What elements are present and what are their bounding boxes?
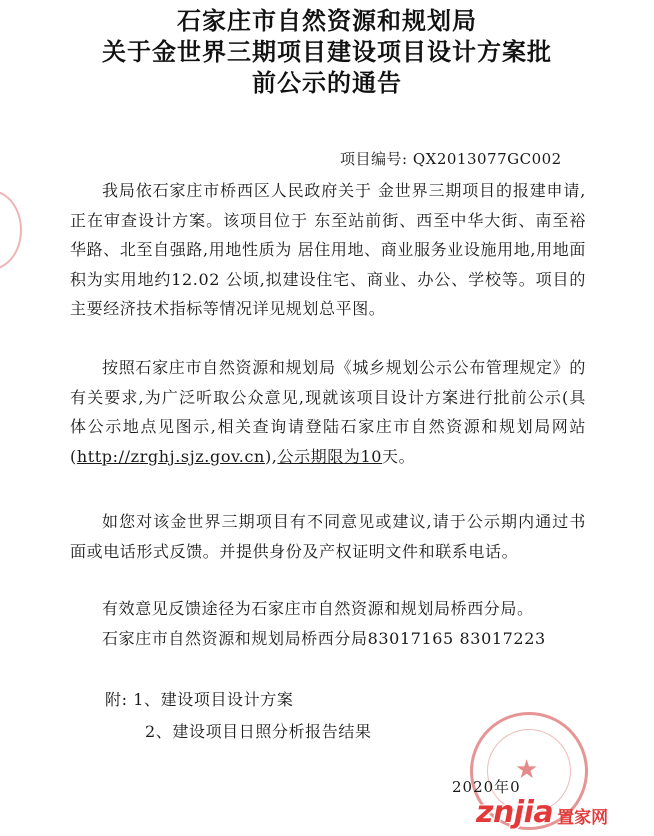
publicity-text: 按照石家庄市自然资源和规划局《城乡规划公示公布管理规定》的有关要求,为广泛听取公众意见,现就该项目设计方案进行批前公示(具体公示地点见图示,相关查询请登陆石家庄市自然资源和规划局网站( [70,358,586,466]
paragraph-contact-phone: 石家庄市自然资源和规划局桥西分局83017165 83017223 [102,629,546,648]
seal-star-icon: ★ [515,755,539,785]
paragraph-publicity [70,353,586,471]
publicity-text-middle: ), [264,446,278,466]
partial-seal-left [0,190,22,270]
watermark-logo: znjia [476,794,554,830]
project-number [340,148,562,169]
project-number-value: QX2013077GC002 [412,150,562,168]
issue-date: 2020年0 [452,778,521,796]
project-number-label: 项目编号: [340,150,408,168]
attachments-list [105,684,372,748]
website-link[interactable]: http://zrghj.sjz.gov.cn [76,446,265,466]
watermark-text: 置家网 [557,807,609,828]
title-line-1: 石家庄市自然资源和规划局 [177,7,477,35]
title-line-2: 关于金世界三期项目建设项目设计方案批 [102,38,552,66]
paragraph-feedback-channel: 有效意见反馈途径为石家庄市自然资源和规划局桥西分局。 [102,599,534,618]
title-line-3: 前公示的通告 [252,69,402,97]
publicity-text-end: 天。 [382,446,416,466]
attachment-item [105,684,372,716]
paragraph-feedback: 如您对该金世界三期项目有不同意见或建议,请于公示期内通过书面或电话形式反馈。并提供身份及产权证明文件和联系电话。 [70,512,586,561]
attachment-item-2: 2、建设项目日照分析报告结果 [145,722,372,741]
publicity-period: 公示期限为10 [277,446,383,466]
paragraph-application: 我局依石家庄市桥西区人民政府关于 金世界三期项目的报建申请,正在审查设计方案。该项目位于 东至站前街、西至中华大街、南至裕华路、北至自强路,用地性质为 居住用地、商业服务业设施用地,用地面积为实用地约12.02 公顷,拟建设住宅、商业、办公、学校等。项目的主要经济技术指标等情况详见规划总平图。 [70,181,586,318]
attachment-item-1: 1、建设项目设计方案 [133,690,294,709]
document-title [0,6,654,99]
site-watermark [476,794,608,830]
attachments-prefix: 附: [105,690,128,709]
